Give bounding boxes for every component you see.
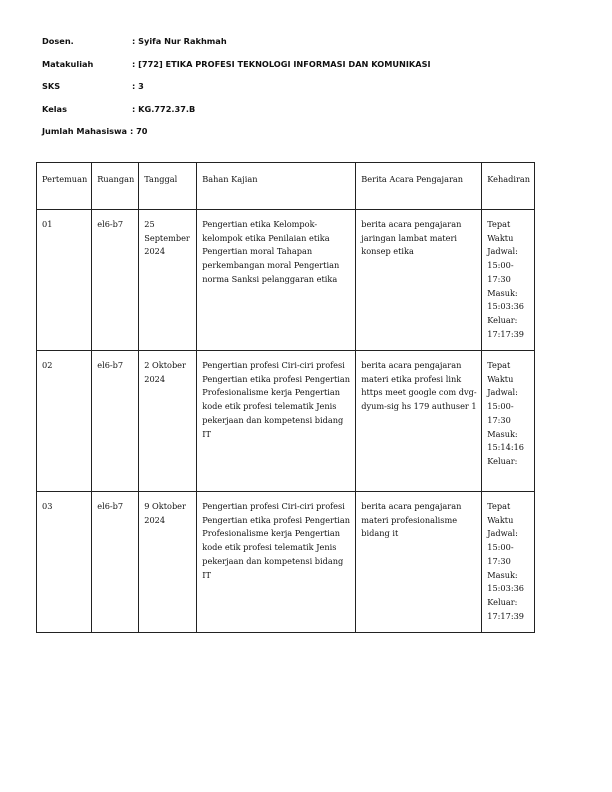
- cell-pertemuan: 01: [37, 210, 92, 351]
- header-bahan-kajian: Bahan Kajian: [197, 163, 356, 210]
- header-ruangan: Ruangan: [92, 163, 139, 210]
- cell-ruangan: el6-b7: [92, 492, 139, 633]
- kehadiran-line: 15:14:16: [487, 442, 525, 453]
- course-info: [42, 36, 431, 149]
- kehadiran-line: 15:00-: [487, 401, 514, 412]
- kehadiran-line: Keluar:: [487, 314, 518, 325]
- kehadiran-line: 15:00-: [487, 260, 514, 271]
- jumlah-row: [42, 126, 147, 149]
- header-pertemuan: Pertemuan: [37, 163, 92, 210]
- cell-berita-acara: berita acara pengajaran materi etika profesi link https meet google com dvg-dyum-sig hs 179 authuser 1: [356, 351, 482, 492]
- kehadiran-line: 17:17:39: [487, 328, 525, 339]
- kehadiran-line: 17:30: [487, 414, 511, 425]
- table-row: [37, 351, 535, 492]
- kehadiran-line: Jadwal:: [487, 528, 518, 539]
- kehadiran-line: Tepat: [487, 360, 511, 370]
- cell-tanggal: 9 Oktober 2024: [139, 492, 197, 633]
- kehadiran-line: 17:30: [487, 273, 511, 284]
- sks-value: : 3: [132, 81, 144, 91]
- header-tanggal: Tanggal: [139, 163, 197, 210]
- kehadiran-line: 17:17:39: [487, 610, 525, 621]
- kehadiran-line: Tepat: [487, 501, 511, 511]
- sks-row: [42, 81, 147, 104]
- cell-ruangan: el6-b7: [92, 351, 139, 492]
- dosen-row: [42, 36, 227, 59]
- table-row: [37, 210, 535, 351]
- matakuliah-label: Matakuliah: [42, 58, 94, 69]
- kehadiran-line: 15:03:36: [487, 301, 525, 312]
- kehadiran-line: Tepat: [487, 219, 511, 229]
- matakuliah-row: [42, 58, 431, 82]
- table-row: [37, 492, 535, 633]
- kehadiran-line: 15:03:36: [487, 583, 525, 594]
- cell-bahan-kajian: Pengertian profesi Ciri-ciri profesi Pengertian etika profesi Pengertian Profesionalisme kerja Pengertian kode etik profesi telematik Jenis pekerjaan dan kompetensi bidang IT: [197, 492, 356, 633]
- cell-tanggal: 2 Oktober 2024: [139, 351, 197, 492]
- cell-pertemuan: 02: [37, 351, 92, 492]
- cell-kehadiran: [482, 210, 535, 351]
- kehadiran-line: 15:00-: [487, 542, 514, 553]
- sks-label: SKS: [42, 81, 61, 91]
- kehadiran-line: Waktu: [487, 232, 514, 243]
- matakuliah-value: : [772] ETIKA PROFESI TEKNOLOGI INFORMASI DAN KOMUNIKASI: [132, 58, 431, 69]
- kehadiran-line: Masuk:: [487, 287, 518, 298]
- header-berita-acara: Berita Acara Pengajaran: [356, 163, 482, 210]
- kehadiran-line: Masuk:: [487, 569, 518, 580]
- kelas-row: [42, 103, 196, 127]
- header-kehadiran: Kehadiran: [482, 163, 535, 210]
- cell-berita-acara: berita acara pengajaran jaringan lambat materi konsep etika: [356, 210, 482, 351]
- kehadiran-line: 17:30: [487, 555, 511, 566]
- kehadiran-line: Keluar:: [487, 596, 518, 607]
- attendance-table: [36, 162, 535, 633]
- dosen-value: : Syifa Nur Rakhmah: [132, 36, 227, 46]
- cell-bahan-kajian: Pengertian etika Kelompok-kelompok etika Penilaian etika Pengertian moral Tahapan perkembangan moral Pengertian norma Sanksi pelanggaran etika: [197, 210, 356, 351]
- kehadiran-line: Jadwal:: [487, 387, 518, 398]
- jumlah-value: : 70: [129, 126, 148, 136]
- kelas-label: Kelas: [42, 103, 67, 114]
- kelas-value: : KG.772.37.B: [132, 103, 196, 114]
- kehadiran-line: Waktu: [487, 514, 514, 525]
- cell-tanggal: 25 September 2024: [139, 210, 197, 351]
- kehadiran-line: Masuk:: [487, 428, 518, 439]
- cell-kehadiran: [482, 492, 535, 633]
- jumlah-label: Jumlah Mahasiswa: [42, 126, 128, 136]
- kehadiran-line: Waktu: [487, 373, 514, 384]
- cell-pertemuan: 03: [37, 492, 92, 633]
- table-header-row: [37, 163, 535, 210]
- cell-berita-acara: berita acara pengajaran materi profesionalisme bidang it: [356, 492, 482, 633]
- cell-ruangan: el6-b7: [92, 210, 139, 351]
- cell-bahan-kajian: Pengertian profesi Ciri-ciri profesi Pengertian etika profesi Pengertian Profesionalisme kerja Pengertian kode etik profesi telematik Jenis pekerjaan dan kompetensi bidang IT: [197, 351, 356, 492]
- dosen-label: Dosen.: [42, 36, 74, 46]
- cell-kehadiran: [482, 351, 535, 492]
- kehadiran-line: Jadwal:: [487, 246, 518, 257]
- kehadiran-line: Keluar:: [487, 455, 518, 466]
